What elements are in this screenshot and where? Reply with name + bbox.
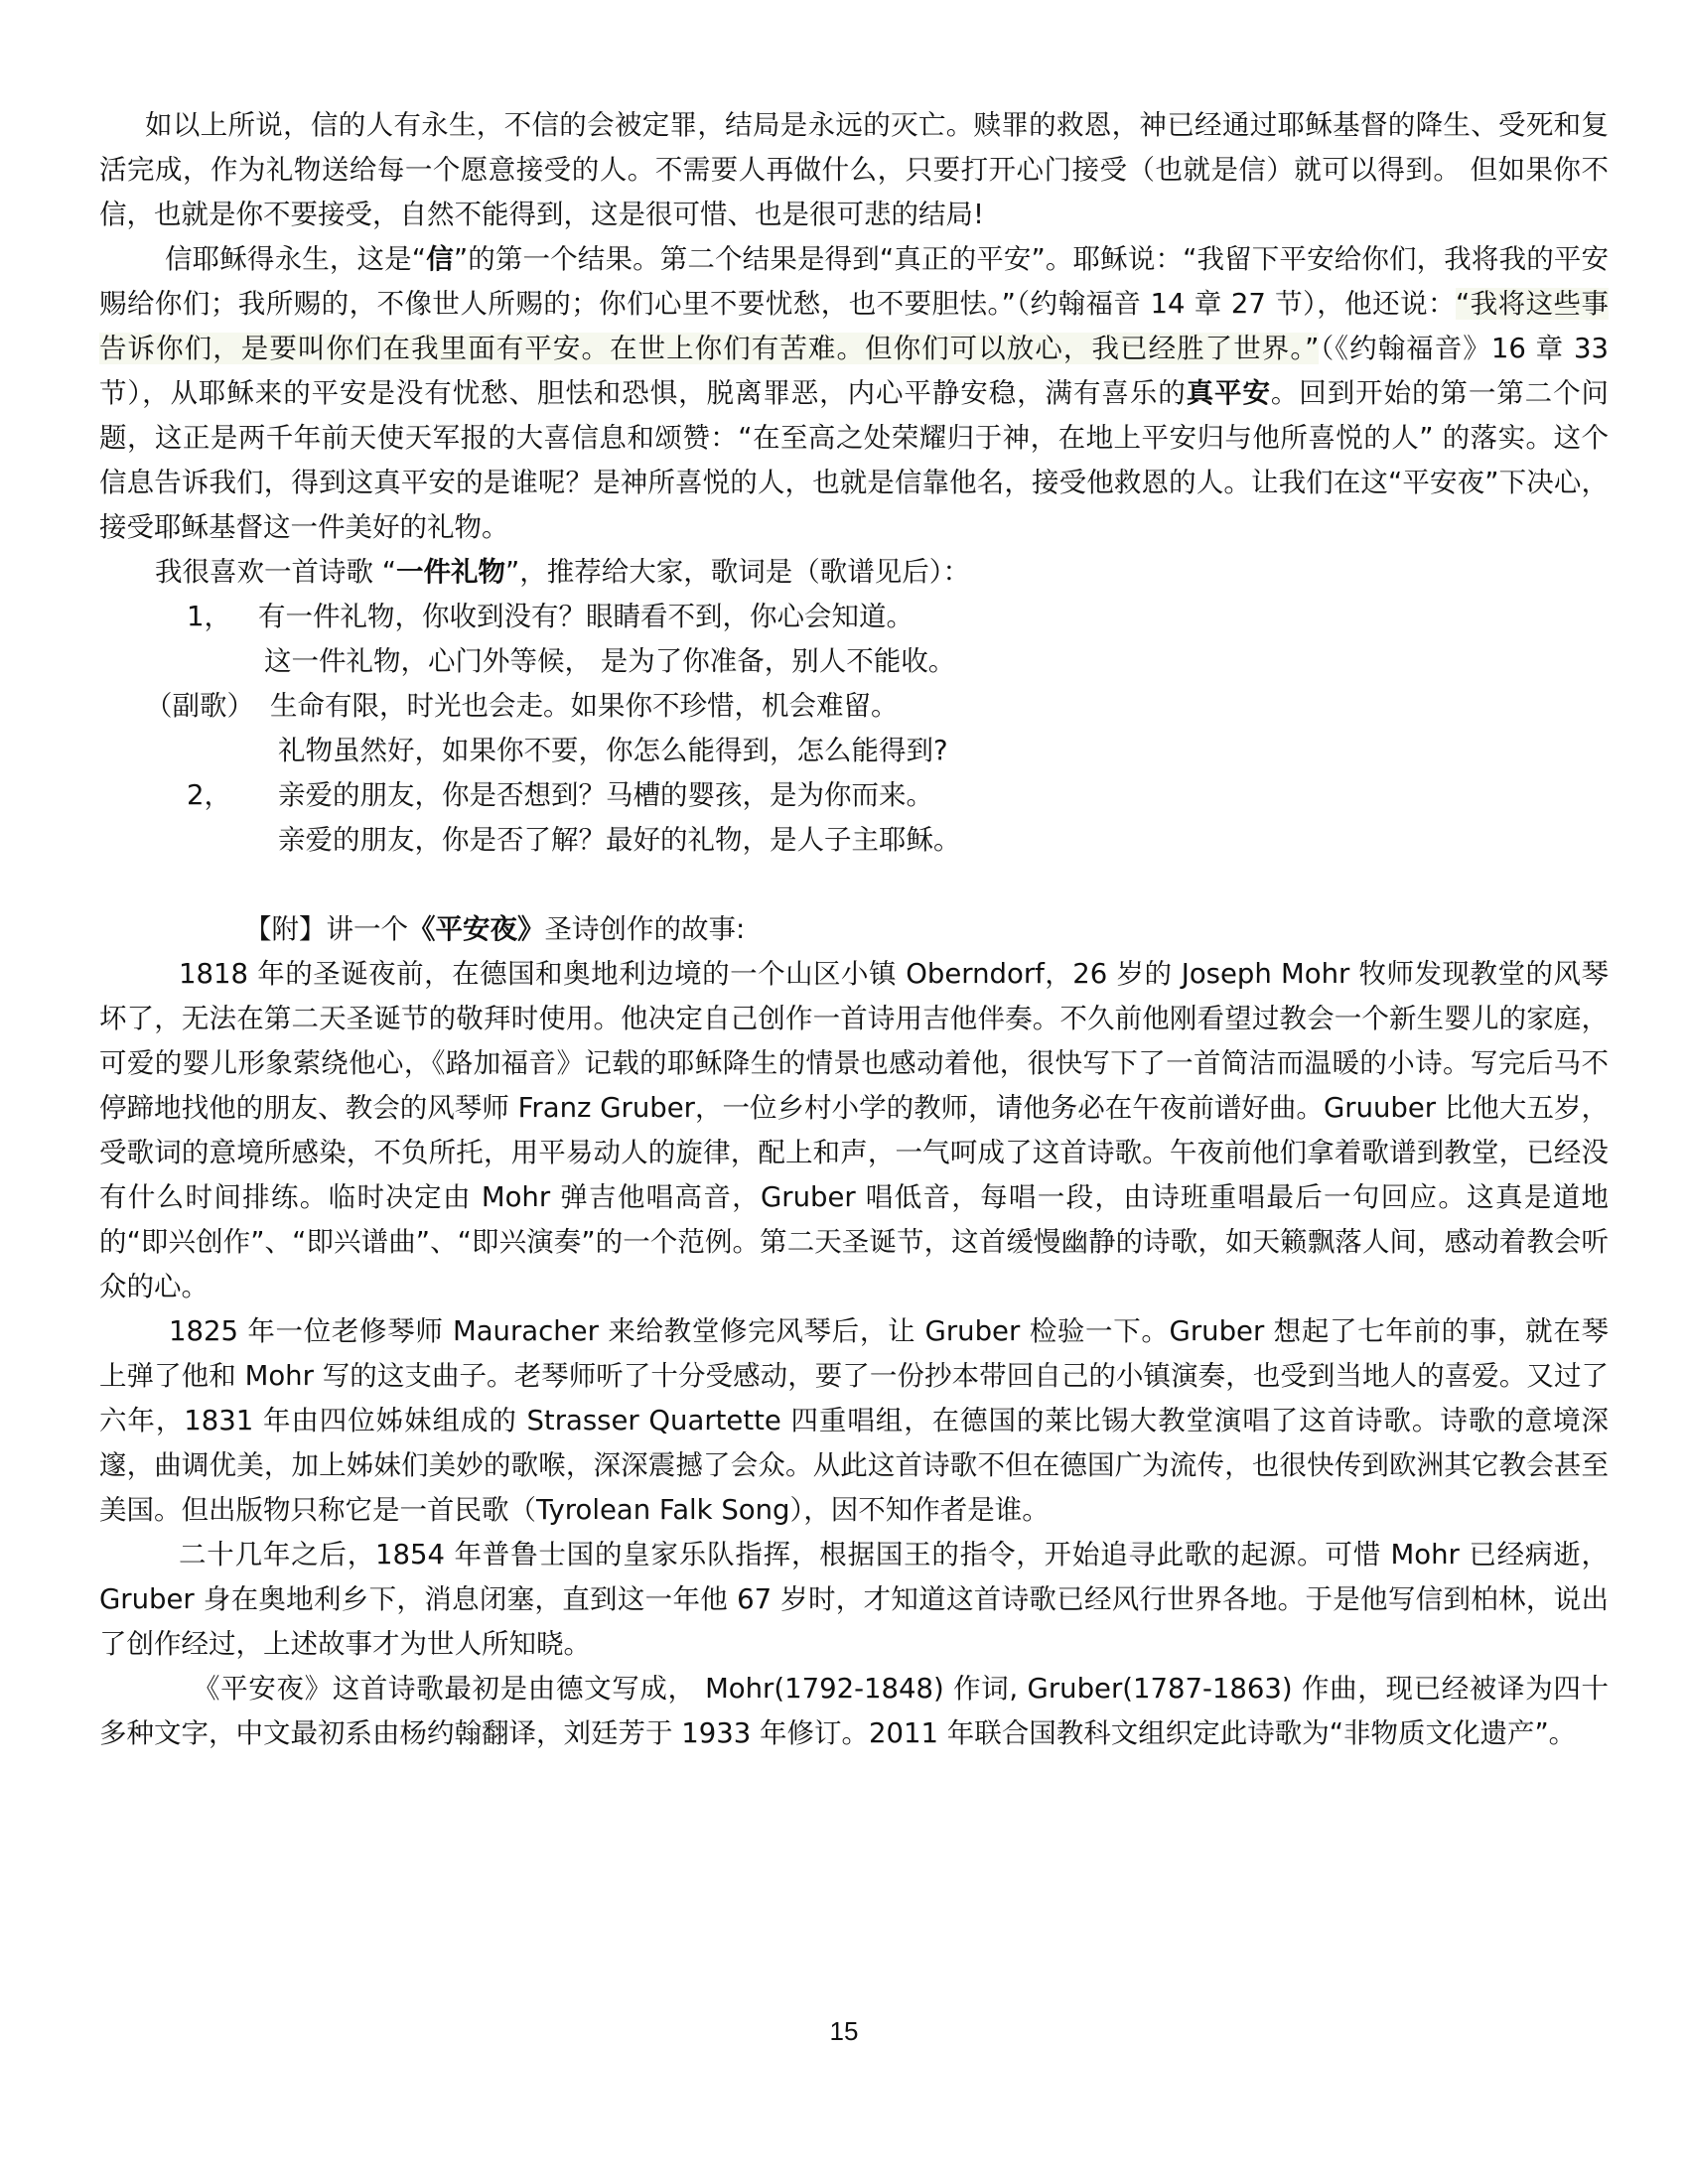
lyrics-block [99,595,1609,863]
paragraph-peace [99,237,1609,550]
lyric-text-3: 生命有限，时光也会走。如果你不珍惜，机会难留。 [270,690,899,722]
lyric-line-4 [99,729,1609,773]
appendix-heading-a: 【附】讲一个 [244,913,408,945]
page-number: 15 [829,2016,859,2046]
chorus-label: （副歌） [145,690,254,722]
peace-text-c: ”的第一个结果。第二个结果是得到“真正的平安”。耶稣说：“我留下平安给你们，我将我的平安赐给你们；我所赐的，不像世人所赐的；你们心里不要忧愁，也不要胆怯。”（约翰福音 14 章 27 节），他还说： [99,243,1610,320]
story-paragraph-2: 1825 年一位老修琴师 Mauracher 来给教堂修完风琴后，让 Gruber 检验一下。Gruber 想起了七年前的事，就在琴上弹了他和 Mohr 写的这支曲子。老琴师听了十分受感动，要了一份抄本带回自己的小镇演奏，也受到当地人的喜爱。又过了六年，1831 年由四位姊妹组成的 Strasser Quartette 四重唱组，在德国的莱比锡大教堂演唱了这首诗歌。诗歌的意境深邃，曲调优美，加上姊妹们美妙的歌喉，深深震撼了会众。从此这首诗歌不但在德国广为流传，也很快传到欧洲其它教会甚至美国。但出版物只称它是一首民歌（Tyrolean Falk Song），因不知作者是谁。 [99,1315,1609,1526]
peace-text-a: 信耶稣得永生，这是“ [165,243,427,275]
appendix-heading-bold: 《平安夜》 [408,913,545,945]
story-paragraph-1: 1818 年的圣诞夜前，在德国和奥地利边境的一个山区小镇 Oberndorf，26 岁的 Joseph Mohr 牧师发现教堂的风琴坏了，无法在第二天圣诞节的敬拜时使用。他决定自己创作一首诗用吉他伴奏。不久前他刚看望过教会一个新生婴儿的家庭，可爱的婴儿形象萦绕他心，《路加福音》记载的耶稣降生的情景也感动着他，很快写下了一首简洁而温暖的小诗。写完后马不停蹄地找他的朋友、教会的风琴师 Franz Gruber，一位乡村小学的教师，请他务必在午夜前谱好曲。Gruuber 比他大五岁，受歌词的意境所感染，不负所托，用平易动人的旋律，配上和声，一气呵成了这首诗歌。午夜前他们拿着歌谱到教堂，已经没有什么时间排练。临时决定由 Mohr 弹吉他唱高音，Gruber 唱低音，每唱一段，由诗班重唱最后一句回应。这真是道地的“即兴创作”、“即兴谱曲”、“即兴演奏”的一个范例。第二天圣诞节，这首缓慢幽静的诗歌，如天籁飘落人间，感动着教会听众的心。 [99,958,1609,1302]
song-intro [155,550,1609,595]
paragraph-salvation: 如以上所说，信的人有永生，不信的会被定罪，结局是永远的灭亡。赎罪的救恩，神已经通过耶稣基督的降生、受死和复活完成，作为礼物送给每一个愿意接受的人。不需要人再做什么，只要打开心门接受（也就是信）就可以得到。 但如果你不信，也就是你不要接受，自然不能得到，这是很可惜、也是很可悲的结局! [99,109,1609,230]
document-page [99,103,1609,1756]
peace-text-g: 。回到开始的第一第二个问题，这正是两千年前天使天军报的大喜信息和颂赞：“在至高之处荣耀归于神，在地上平安归与他所喜悦的人” 的落实。这个信息告诉我们，得到这真平安的是谁呢？是神所喜悦的人，也就是信靠他名，接受他救恩的人。让我们在这“平安夜”下决心，接受耶稣基督这一件美好的礼物。 [99,377,1610,543]
lyric-line-5 [99,773,1609,818]
lyric-text-5: 亲爱的朋友，你是否想到？马槽的婴孩，是为你而来。 [278,779,933,811]
story-paragraph-3: 二十几年之后，1854 年普鲁士国的皇家乐队指挥，根据国王的指令，开始追寻此歌的起源。可惜 Mohr 已经病逝，Gruber 身在奥地利乡下，消息闭塞，直到这一年他 67 岁时，才知道这首诗歌已经风行世界各地。于是他写信到柏林，说出了创作经过，上述故事才为世人所知晓。 [99,1539,1609,1660]
peace-quote-highlight: “我将这些事告诉你们，是要叫你们在我里面有平安。在世上你们有苦难。但你们可以放心，我已经胜了世界。” [99,288,1609,364]
song-title-bold: 一件礼物 [396,556,505,588]
peace-bold-true-peace: 真平安 [1186,377,1271,409]
lyric-text-6: 亲爱的朋友，你是否了解？最好的礼物，是人子主耶稣。 [278,824,961,856]
verse-number-2: 2， [187,779,231,811]
appendix-heading [244,907,1609,952]
lyric-line-1 [99,595,1609,639]
song-intro-a: 我很喜欢一首诗歌 “ [155,556,396,588]
song-intro-c: ”，推荐给大家，歌词是（歌谱见后）： [505,556,970,588]
appendix-heading-c: 圣诗创作的故事: [544,913,746,945]
lyric-line-6 [99,818,1609,863]
story-paragraph-4: 《平安夜》这首诗歌最初是由德文写成， Mohr(1792-1848) 作词, Gruber(1787-1863) 作曲，现已经被译为四十多种文字，中文最初系由杨约翰翻译，刘廷芳于 1933 年修订。2011 年联合国教科文组织定此诗歌为“非物质文化遗产”。 [99,1673,1609,1749]
peace-bold-faith: 信 [426,243,454,275]
peace-text-e: （《约翰福音》16 章 33 节），从耶稣来的平安是没有忧愁、胆怯和恐惧，脱离罪恶，内心平静安稳，满有喜乐的 [99,333,1609,409]
lyric-text-4: 礼物虽然好，如果你不要，你怎么能得到，怎么能得到? [278,735,948,766]
verse-number-1: 1， [187,601,231,632]
lyric-text-2: 这一件礼物，心门外等候， 是为了你准备，别人不能收。 [264,645,956,677]
lyric-text-1: 有一件礼物，你收到没有？眼睛看不到，你心会知道。 [258,601,914,632]
lyric-line-chorus [99,684,1609,729]
lyric-line-2 [99,639,1609,684]
